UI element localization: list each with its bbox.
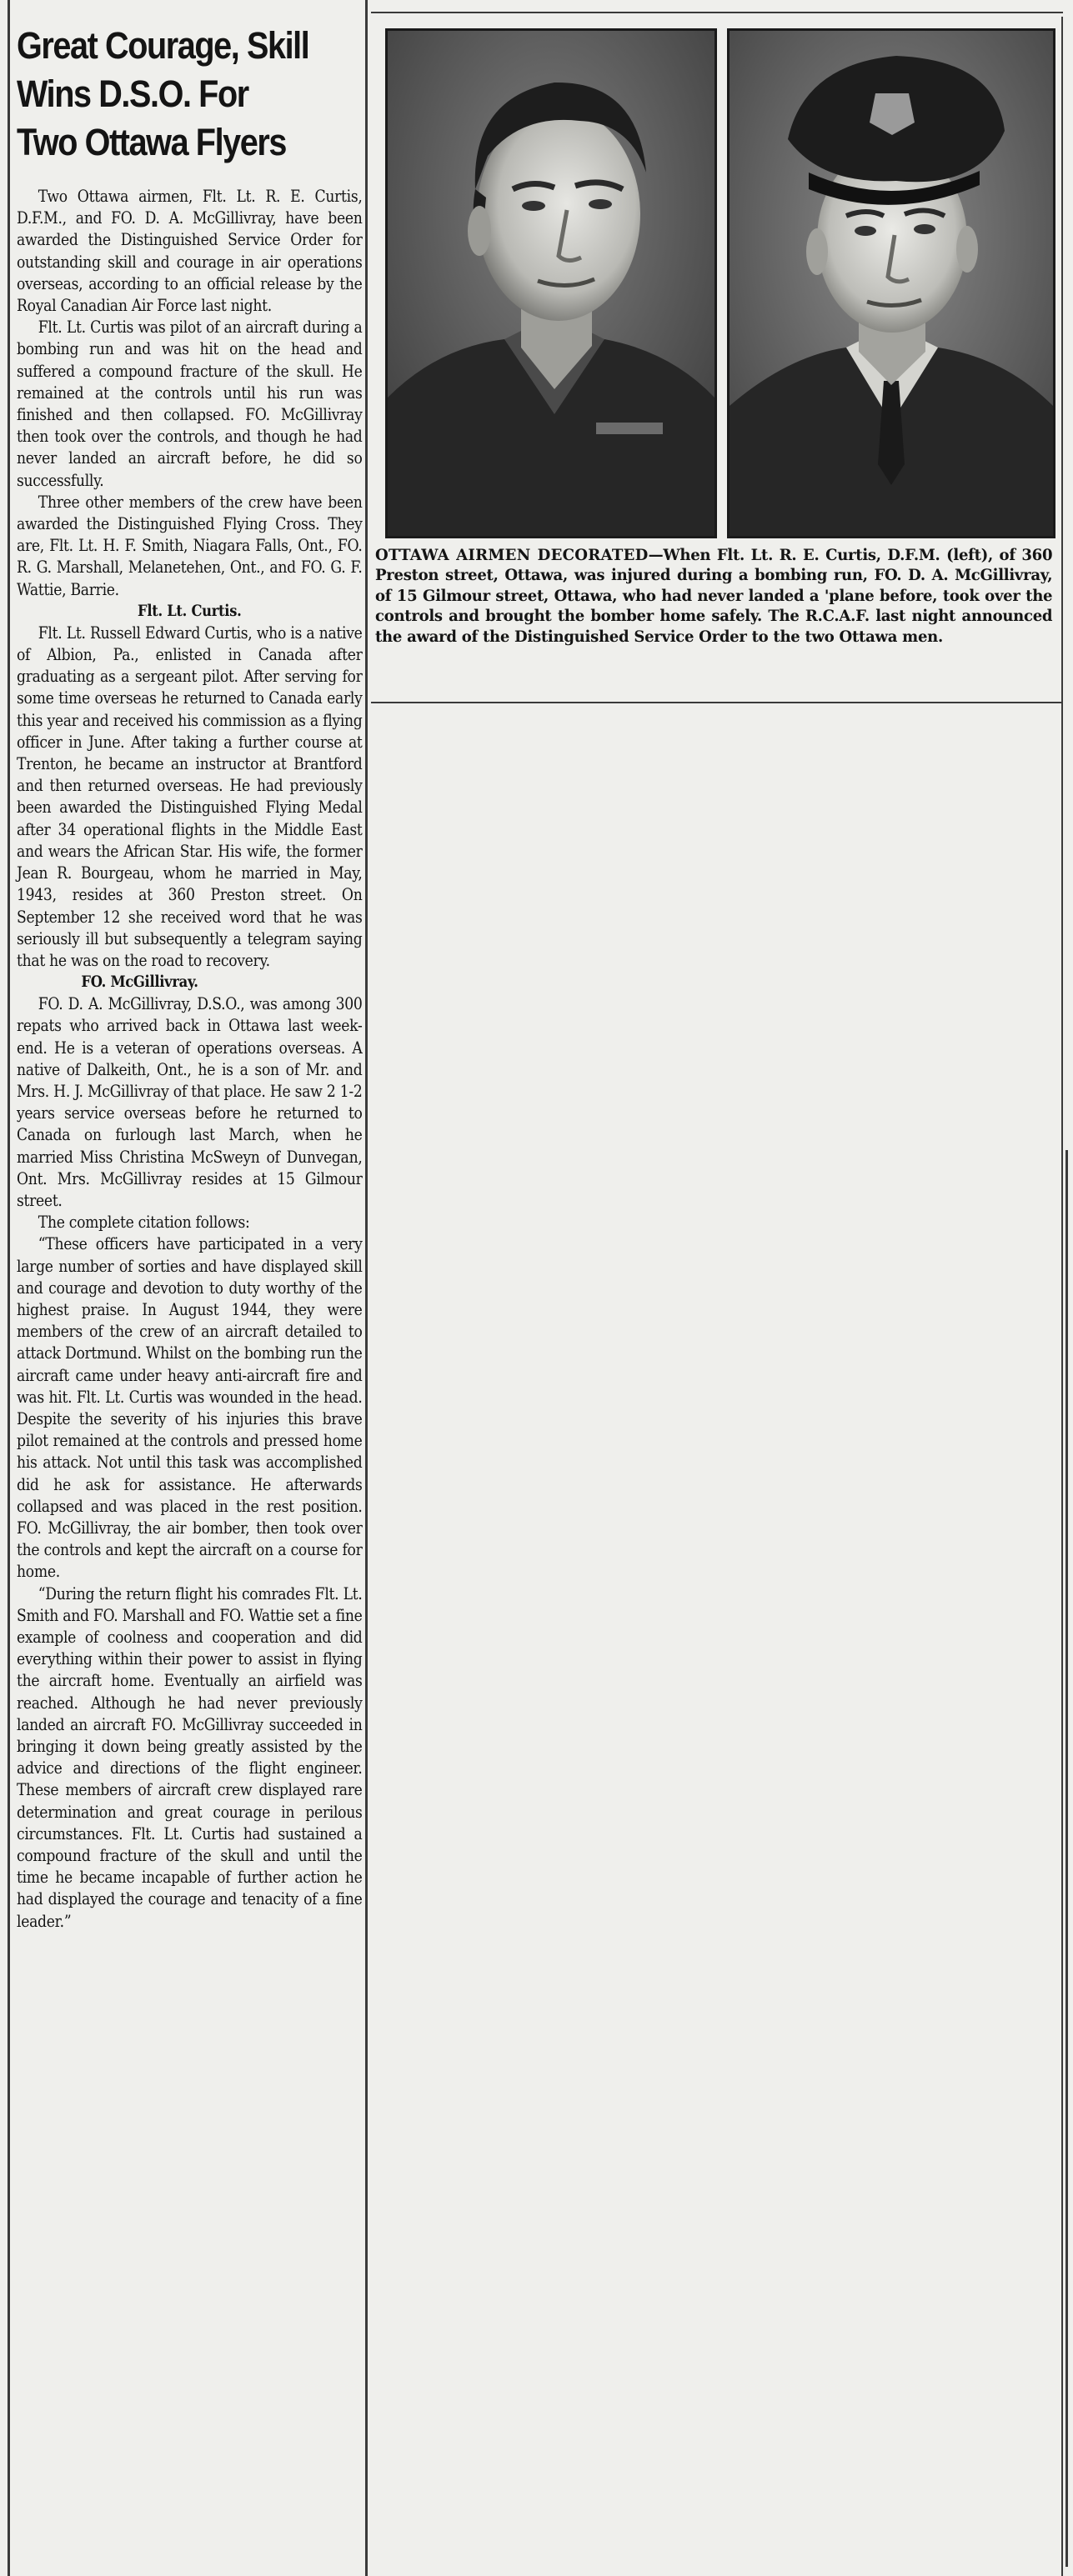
photo-mcgillivray: [727, 28, 1055, 538]
article: [17, 22, 363, 1932]
caption-text: —When Flt. Lt. R. E. Curtis, D.F.M. (left), of 360 Preston street, Ottawa, was injured during a bombing run, FO. D. A. McGillivray, of 15 Gilmour street, Ottawa, who had never landed a 'plane before, took over the controls and brought the bomber home safely. The R.C.A.F. last night announced the award of the Distinguished Service Order to the two Ottawa men.: [375, 546, 1053, 646]
headline-line-1: Great Courage, Skill: [17, 24, 309, 67]
headline-line-2: Wins D.S.O. For: [17, 73, 248, 115]
paragraph: Two Ottawa airmen, Flt. Lt. R. E. Curtis, D.F.M., and FO. D. A. McGillivray, have been awarded the Distinguished Service Order for outstanding skill and courage in air operations overseas, according to an official release by the Royal Canadian Air Force last night.: [17, 186, 363, 316]
right-margin-rule: [1061, 17, 1063, 2576]
citation-paragraph: “These officers have participated in a very large number of sorties and have displayed skill and courage and devotion to duty worthy of the highest praise. In August 1944, they were members of the crew of an aircraft detailed to attack Dortmund. Whilst on the bombing run the aircraft came under heavy anti-aircraft fire and was hit. Flt. Lt. Curtis was wounded in the head. Despite the severity of his injuries this brave pilot remained at the controls and pressed home his attack. Not until this task was accomplished did he ask for assistance. He afterwards collapsed and was placed in the rest position. FO. McGillivray, the air bomber, then took over the controls and kept the aircraft on a course for home.: [17, 1233, 363, 1582]
column-rule: [365, 0, 368, 2576]
headline-line-3: Two Ottawa Flyers: [17, 121, 287, 163]
left-margin-rule: [8, 0, 10, 2576]
photo-curtis: [385, 28, 717, 538]
photo-caption: [375, 545, 1052, 647]
bottom-right-rule: [1065, 1150, 1068, 2567]
citation-paragraph: “During the return flight his comrades Flt. Lt. Smith and FO. Marshall and FO. Wattie set a fine example of coolness and cooperation and did everything within their power to assist in flying the aircraft home. Eventually an airfield was reached. Although he had never previously landed an aircraft FO. McGillivray succeeded in bringing it down being greatly assisted by the advice and directions of the flight engineer. These members of aircraft crew displayed rare determination and great courage in perilous circumstances. Flt. Lt. Curtis had sustained a compound fracture of the skull and until the time he became incapable of further action he had displayed the courage and tenacity of a fine leader.”: [17, 1583, 363, 1931]
caption-lead: OTTAWA AIRMEN DECORATED: [375, 546, 649, 564]
portrait-curtis-image: [388, 31, 714, 536]
paragraph: Three other members of the crew have been awarded the Distinguished Flying Cross. They are, Flt. Lt. H. F. Smith, Niagara Falls, Ont., FO. R. G. Marshall, Melanetehen, Ont., and FO. G. F. Wattie, Barrie.: [17, 491, 363, 599]
top-rule: [371, 12, 1063, 13]
portrait-mcgillivray-image: [730, 31, 1053, 536]
headline: [17, 22, 362, 167]
paragraph: Flt. Lt. Curtis was pilot of an aircraft during a bombing run and was hit on the head and suffered a compound fracture of the skull. He remained at the controls until his run was finished and then collapsed. FO. McGillivray then took over the controls, and though he had never landed an aircraft before, he did so successfully.: [17, 317, 363, 490]
paragraph: Flt. Lt. Russell Edward Curtis, who is a native of Albion, Pa., enlisted in Canada after graduating as a sergeant pilot. After serving for some time overseas he returned to Canada early this year and received his commission as a flying officer in June. After taking a further course at Trenton, he became an instructor at Brantford and then returned overseas. He had previously been awarded the Distinguished Flying Medal after 34 operational flights in the Middle East and wears the African Star. His wife, the former Jean R. Bourgeau, whom he married in May, 1943, resides at 360 Preston street. On September 12 she received word that he was seriously ill but subsequently a telegram saying that he was on the road to recovery.: [17, 622, 363, 970]
caption-bottom-rule: [371, 702, 1063, 703]
subhead-curtis: Flt. Lt. Curtis.: [138, 601, 242, 620]
paragraph: FO. D. A. McGillivray, D.S.O., was among 300 repats who arrived back in Ottawa last week-end. He is a veteran of operations overseas. A native of Dalkeith, Ont., he is a son of Mr. and Mrs. H. J. McGillivray of that place. He saw 2 1-2 years service overseas before he returned to Canada on furlough last March, when he married Miss Christina McSweyn of Dunvegan, Ont. Mrs. McGillivray resides at 15 Gilmour street.: [17, 993, 363, 1210]
paragraph: The complete citation follows:: [38, 1212, 250, 1233]
article-body: [17, 185, 363, 1932]
subhead-mcgillivray: FO. McGillivray.: [81, 973, 198, 992]
